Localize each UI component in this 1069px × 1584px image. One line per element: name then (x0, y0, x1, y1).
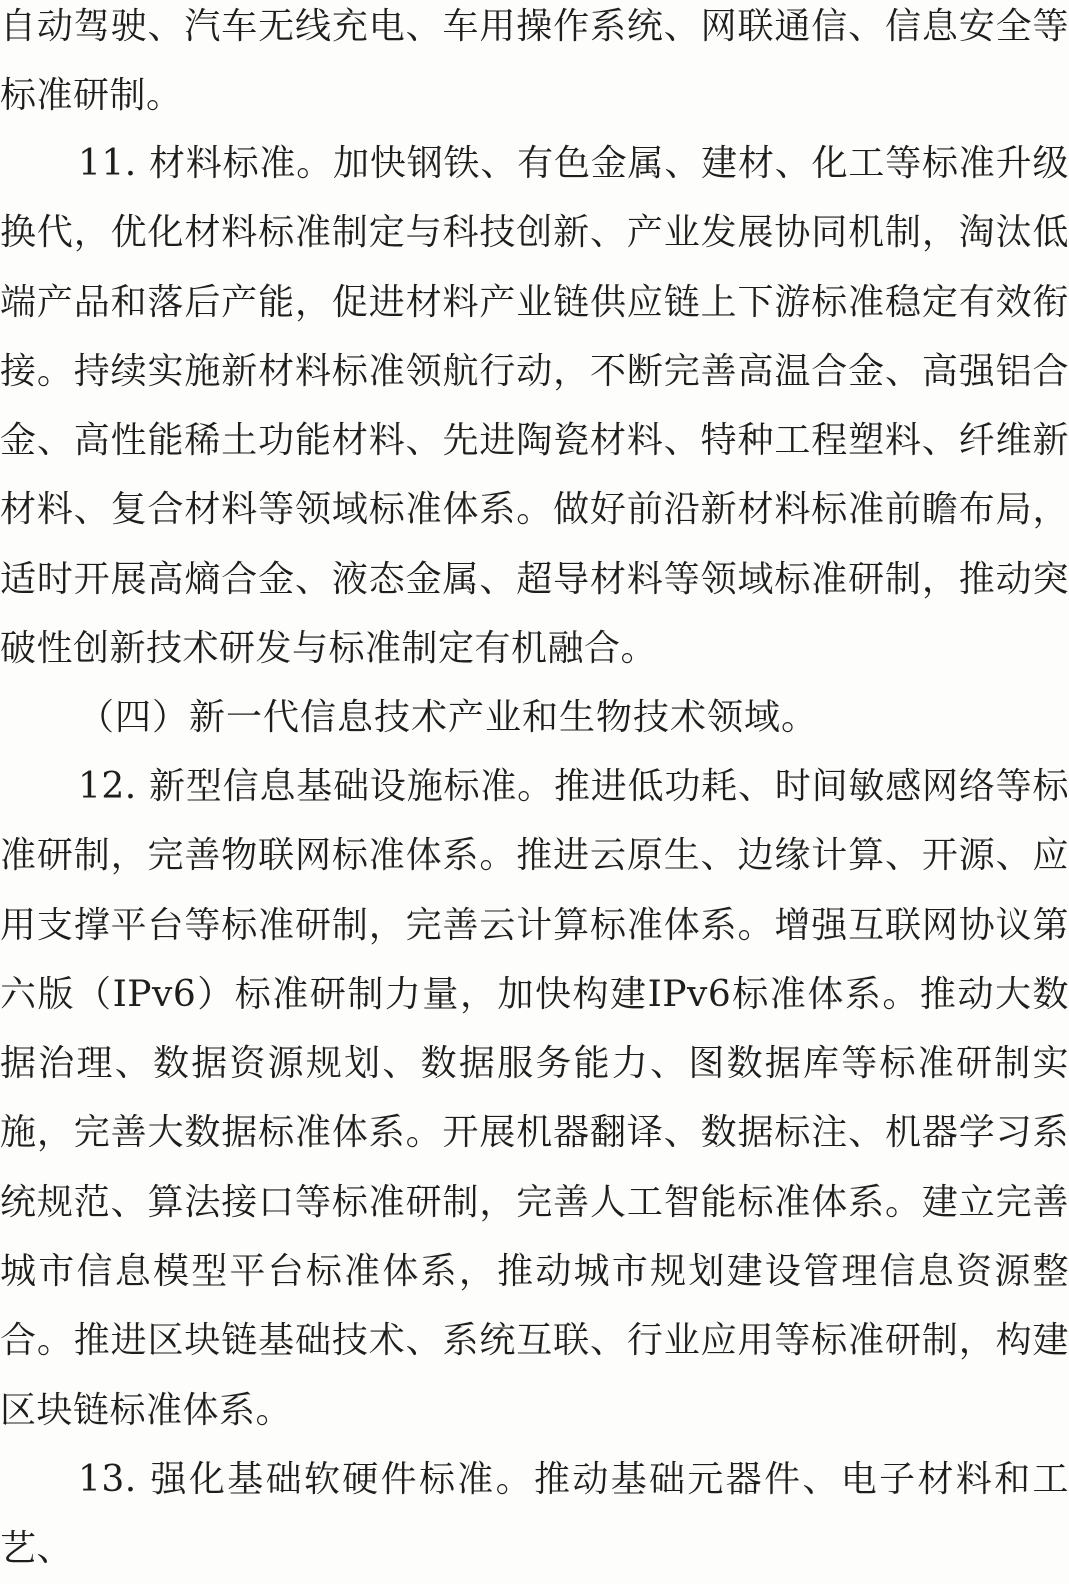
paragraph-software-hardware: 13. 强化基础软硬件标准。推动基础元器件、电子材料和工艺、 (0, 1459, 1069, 1570)
paragraph-info-infrastructure: 12. 新型信息基础设施标准。推进低功耗、时间敏感网络等标准研制，完善物联网标准体系。推进云原生、边缘计算、开源、应用支撑平台等标准研制，完善云计算标准体系。增强互联网协议第六版（IPv6）标准研制力量，加快构建IPv6标准体系。推动大数据治理、数据资源规划、数据服务能力、图数据库等标准研制实施，完善大数据标准体系。开展机器翻译、数据标注、机器学习系统规范、算法接口等标准研制，完善人工智能标准体系。建立完善城市信息模型平台标准体系，推动城市规划建设管理信息资源整合。推进区块链基础技术、系统互联、行业应用等标准研制，构建区块链标准体系。 (0, 766, 1069, 1431)
section-heading-it-biotech: （四）新一代信息技术产业和生物技术领域。 (78, 697, 819, 738)
paragraph-materials-standards: 11. 材料标准。加快钢铁、有色金属、建材、化工等标准升级换代，优化材料标准制定与科技创新、产业发展协同机制，淘汰低端产品和落后产能，促进材料产业链供应链上下游标准稳定有效衔接。持续实施新材料标准领航行动，不断完善高温合金、高强铝合金、高性能稀土功能材料、先进陶瓷材料、特种工程塑料、纤维新材料、复合材料等领域标准体系。做好前沿新材料标准前瞻布局，适时开展高熵合金、液态金属、超导材料等领域标准研制，推动突破性创新技术研发与标准制定有机融合。 (0, 143, 1069, 670)
paragraph-continuation: 自动驾驶、汽车无线充电、车用操作系统、网联通信、信息安全等标准研制。 (0, 6, 1069, 117)
